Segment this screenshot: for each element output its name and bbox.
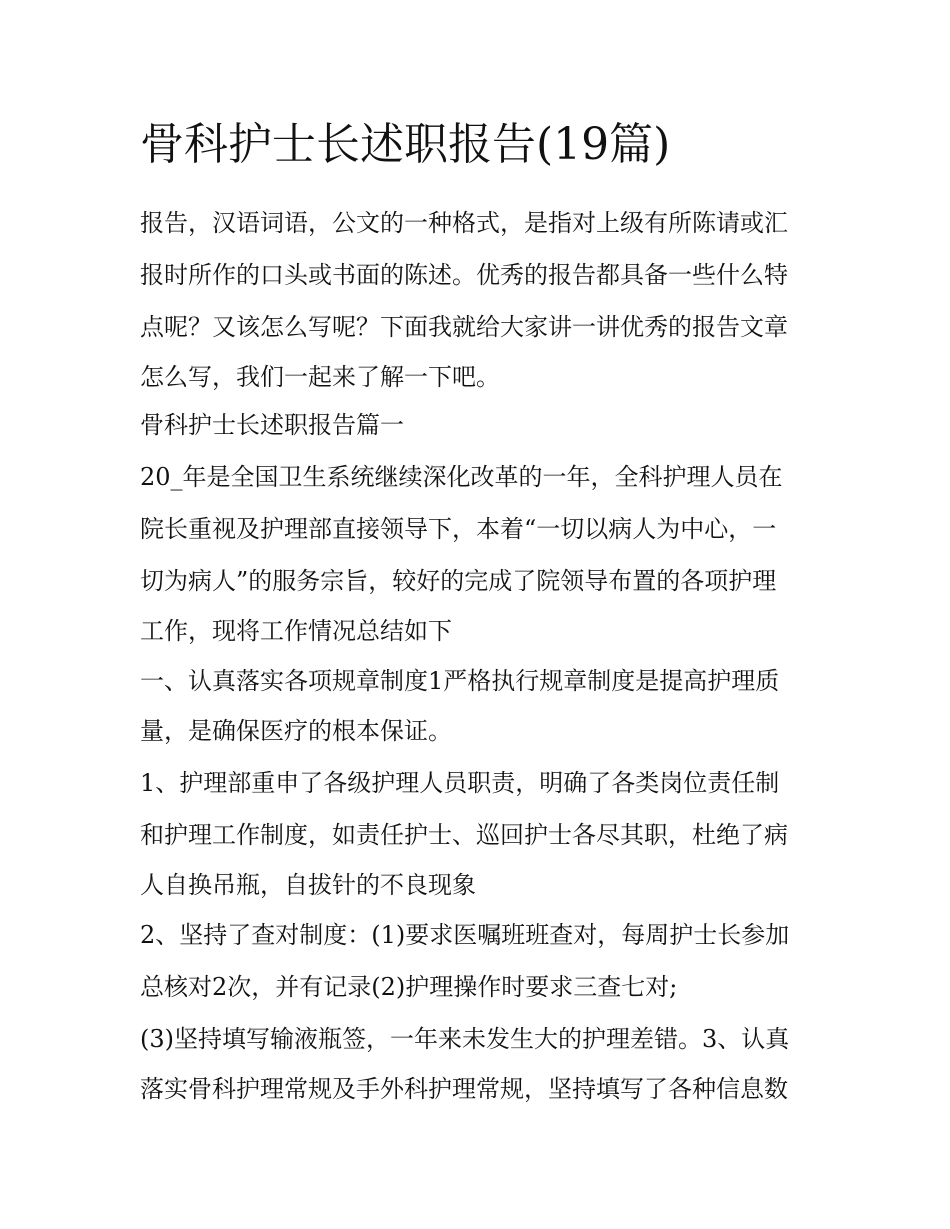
body-line: 怎么写，我们一起来了解一下吧。 — [140, 363, 500, 391]
body-line: (3)坚持填写输液瓶签，一年来未发生大的护理差错。3、认真 — [140, 1025, 790, 1053]
body-line: 和护理工作制度，如责任护士、巡回护士各尽其职，杜绝了病 — [140, 821, 788, 849]
body-line: 总核对2次，并有记录(2)护理操作时要求三查七对; — [140, 973, 678, 1001]
body-line: 点呢？又该怎么写呢？下面我就给大家讲一讲优秀的报告文章 — [140, 313, 788, 341]
section-heading: 骨科护士长述职报告篇一 — [140, 411, 404, 439]
body-line: 量，是确保医疗的根本保证。 — [140, 717, 452, 745]
body-line: 报时所作的口头或书面的陈述。优秀的报告都具备一些什么特 — [140, 261, 788, 289]
body-line: 1、护理部重申了各级护理人员职责，明确了各类岗位责任制 — [140, 769, 780, 797]
body-line: 报告，汉语词语，公文的一种格式，是指对上级有所陈请或汇 — [140, 209, 788, 237]
body-line: 院长重视及护理部直接领导下，本着“一切以病人为中心，一 — [140, 515, 777, 543]
document-title: 骨科护士长述职报告(19篇) — [140, 119, 671, 170]
body-line: 20_年是全国卫生系统继续深化改革的一年，全科护理人员在 — [140, 463, 783, 491]
body-line: 一、认真落实各项规章制度1严格执行规章制度是提高护理质 — [140, 667, 780, 695]
body-line: 2、坚持了查对制度：(1)要求医嘱班班查对，每周护士长参加 — [140, 921, 790, 949]
body-line: 落实骨科护理常规及手外科护理常规，坚持填写了各种信息数 — [140, 1075, 788, 1103]
body-line: 切为病人”的服务宗旨，较好的完成了院领导布置的各项护理 — [140, 567, 777, 595]
body-line: 人自换吊瓶，自拔针的不良现象 — [140, 871, 476, 899]
body-line: 工作，现将工作情况总结如下 — [140, 617, 452, 645]
